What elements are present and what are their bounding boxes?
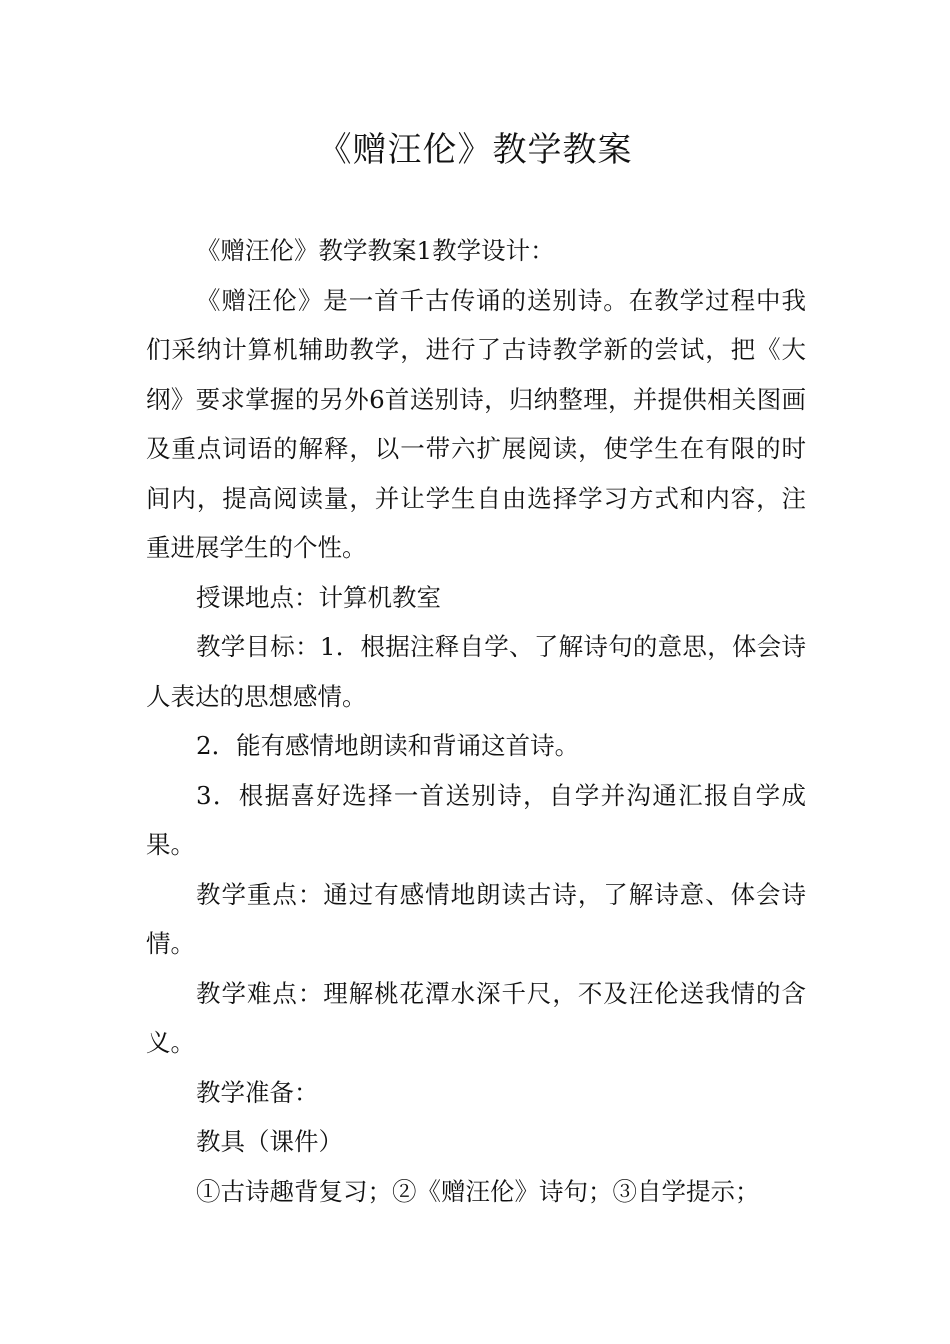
- paragraph-design: 《赠汪伦》是一首千古传诵的送别诗。在教学过程中我们采纳计算机辅助教学，进行了古诗教学新的尝试，把《大纲》要求掌握的另外6首送别诗，归纳整理，并提供相关图画及重点词语的解释，以一带六扩展阅读，使学生在有限的时间内，提高阅读量，并让学生自由选择学习方式和内容，注重进展学生的个性。: [146, 285, 806, 562]
- paragraph-objective-1: 教学目标：1．根据注释自学、了解诗句的意思，体会诗人表达的思想感情。: [146, 632, 806, 711]
- document-body: [146, 226, 806, 1216]
- paragraph-difficulties: 教学难点：理解桃花潭水深千尺，不及汪伦送我情的含义。: [146, 978, 806, 1057]
- paragraph-location: 授课地点：计算机教室: [196, 582, 441, 612]
- paragraph-objective-2: 2．能有感情地朗读和背诵这首诗。: [196, 731, 580, 760]
- document-title: 《赠汪伦》教学教案: [317, 130, 633, 170]
- paragraph-courseware-list: ①古诗趣背复习；②《赠汪伦》诗句；③自学提示；: [196, 1176, 760, 1206]
- paragraph-preparation: 教学准备：: [196, 1077, 319, 1107]
- paragraph-key-points: 教学重点：通过有感情地朗读古诗，了解诗意、体会诗情。: [146, 879, 806, 958]
- paragraph-teaching-aids: 教具（课件）: [196, 1127, 343, 1156]
- paragraph-objective-3: 3．根据喜好选择一首送别诗，自学并沟通汇报自学成果。: [146, 780, 806, 859]
- paragraph-intro: 《赠汪伦》教学教案1教学设计：: [196, 236, 555, 265]
